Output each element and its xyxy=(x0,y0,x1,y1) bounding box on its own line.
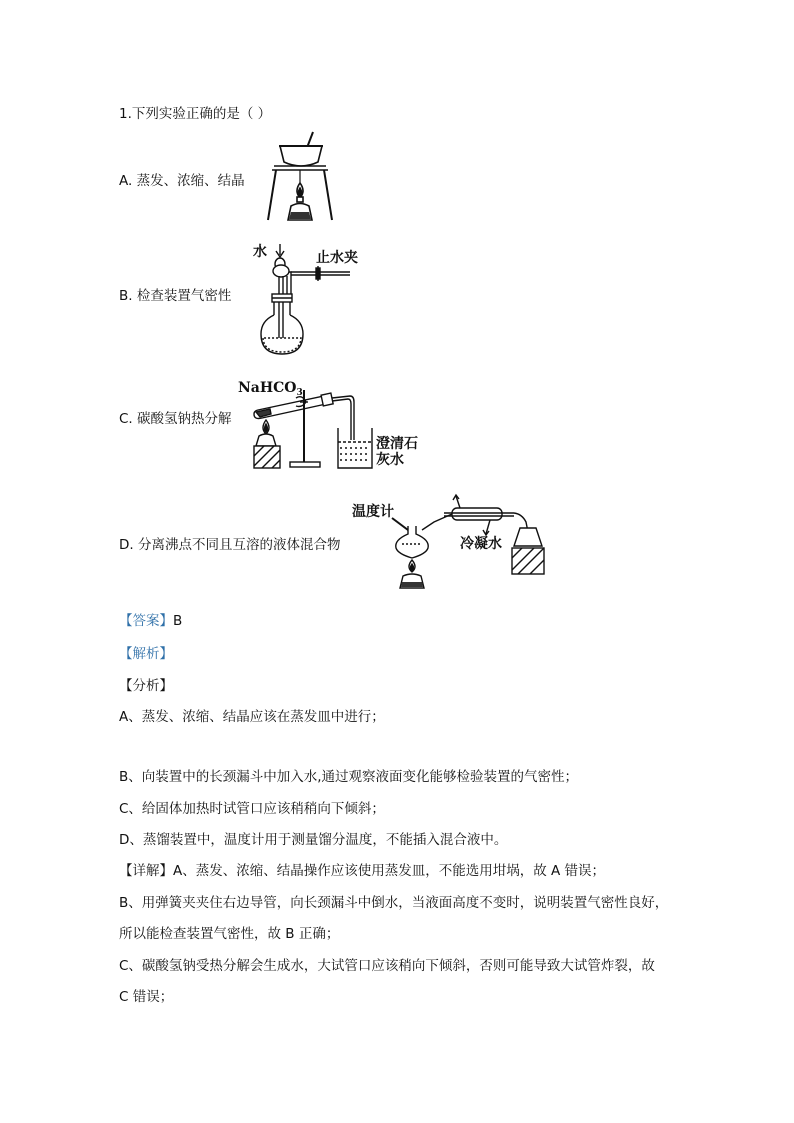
option-a: A. 蒸发、浓缩、结晶 xyxy=(119,173,245,189)
limewater-label-line2: 灰水 xyxy=(376,452,404,468)
answer-line xyxy=(119,612,182,630)
figure-c-decomposition-apparatus xyxy=(236,376,426,474)
analysis-point-a: A、蒸发、浓缩、结晶应该在蒸发皿中进行； xyxy=(119,709,385,725)
analysis-sub-tag: 【分析】 xyxy=(119,678,173,694)
water-label: 水 xyxy=(253,244,267,260)
question-stem: 1.下列实验正确的是（ ） xyxy=(119,106,272,122)
detail-tag: 【详解】 xyxy=(119,863,173,879)
option-d: D. 分离沸点不同且互溶的液体混合物 xyxy=(119,537,341,553)
analysis-point-b: B、向装置中的长颈漏斗中加入水,通过观察液面变化能够检验装置的气密性； xyxy=(119,769,579,785)
reagent-label: NaHCO$_3$ xyxy=(238,380,303,398)
answer-value: B xyxy=(173,613,183,629)
option-c: C. 碳酸氢钠热分解 xyxy=(119,411,232,427)
detail-line-1 xyxy=(119,862,605,880)
condenser-water-label: 冷凝水 xyxy=(460,536,502,552)
detail-line-2: B、用弹簧夹夹住右边导管，向长颈漏斗中倒水，当液面高度不变时，说明装置气密性良好， xyxy=(119,895,669,911)
analysis-point-c: C、给固体加热时试管口应该稍稍向下倾斜； xyxy=(119,801,385,817)
thermometer-label: 温度计 xyxy=(352,504,394,520)
analysis-tag: 【解析】 xyxy=(119,646,173,662)
figure-a-crucible-apparatus xyxy=(260,128,340,223)
analysis-point-d: D、蒸馏装置中，温度计用于测量馏分温度，不能插入混合液中。 xyxy=(119,832,508,848)
limewater-label-line1: 澄清石 xyxy=(376,436,418,452)
clamp-label: 止水夹 xyxy=(316,250,358,266)
figure-b-airtightness-apparatus xyxy=(250,238,370,356)
detail-text-1: A、蒸发、浓缩、结晶操作应该使用蒸发皿，不能选用坩埚，故 A 错误； xyxy=(173,863,606,879)
figure-d-distillation-apparatus xyxy=(352,486,552,590)
detail-line-5: C 错误； xyxy=(119,989,174,1005)
detail-line-3: 所以能检查装置气密性，故 B 正确； xyxy=(119,926,340,942)
detail-line-4: C、碳酸氢钠受热分解会生成水，大试管口应该稍向下倾斜，否则可能导致大试管炸裂，故 xyxy=(119,958,655,974)
option-b: B. 检查装置气密性 xyxy=(119,288,232,304)
answer-tag: 【答案】 xyxy=(119,613,173,629)
